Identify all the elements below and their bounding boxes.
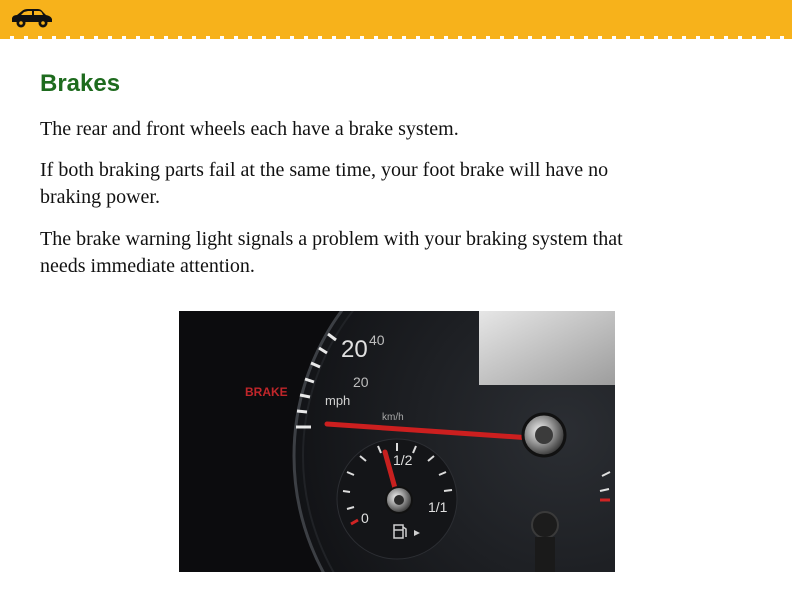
paragraph-3: The brake warning light signals a problem with your braking system that needs immediate attention. bbox=[40, 228, 623, 277]
brake-warning-light: BRAKE bbox=[245, 385, 288, 399]
header-divider bbox=[0, 36, 792, 39]
slide-title: Brakes bbox=[40, 70, 121, 97]
kmh-label-20: 20 bbox=[353, 374, 369, 390]
speed-label-40: 40 bbox=[369, 332, 385, 348]
paragraph-1: The rear and front wheels each have a brake system. bbox=[40, 118, 459, 140]
header-bar bbox=[0, 0, 792, 36]
dashboard-photo bbox=[179, 311, 615, 572]
paragraph-2: If both braking parts fail at the same time, your foot brake will have no braking power. bbox=[40, 159, 609, 208]
fuel-full-label: 1/1 bbox=[428, 499, 448, 515]
kmh-unit-label: km/h bbox=[382, 412, 404, 423]
mph-unit-label: mph bbox=[325, 393, 351, 408]
fuel-empty-label: 0 bbox=[361, 510, 369, 526]
fuel-half-label: 1/2 bbox=[393, 452, 413, 468]
speed-label-20: 20 bbox=[341, 336, 368, 363]
car-icon bbox=[10, 7, 54, 29]
